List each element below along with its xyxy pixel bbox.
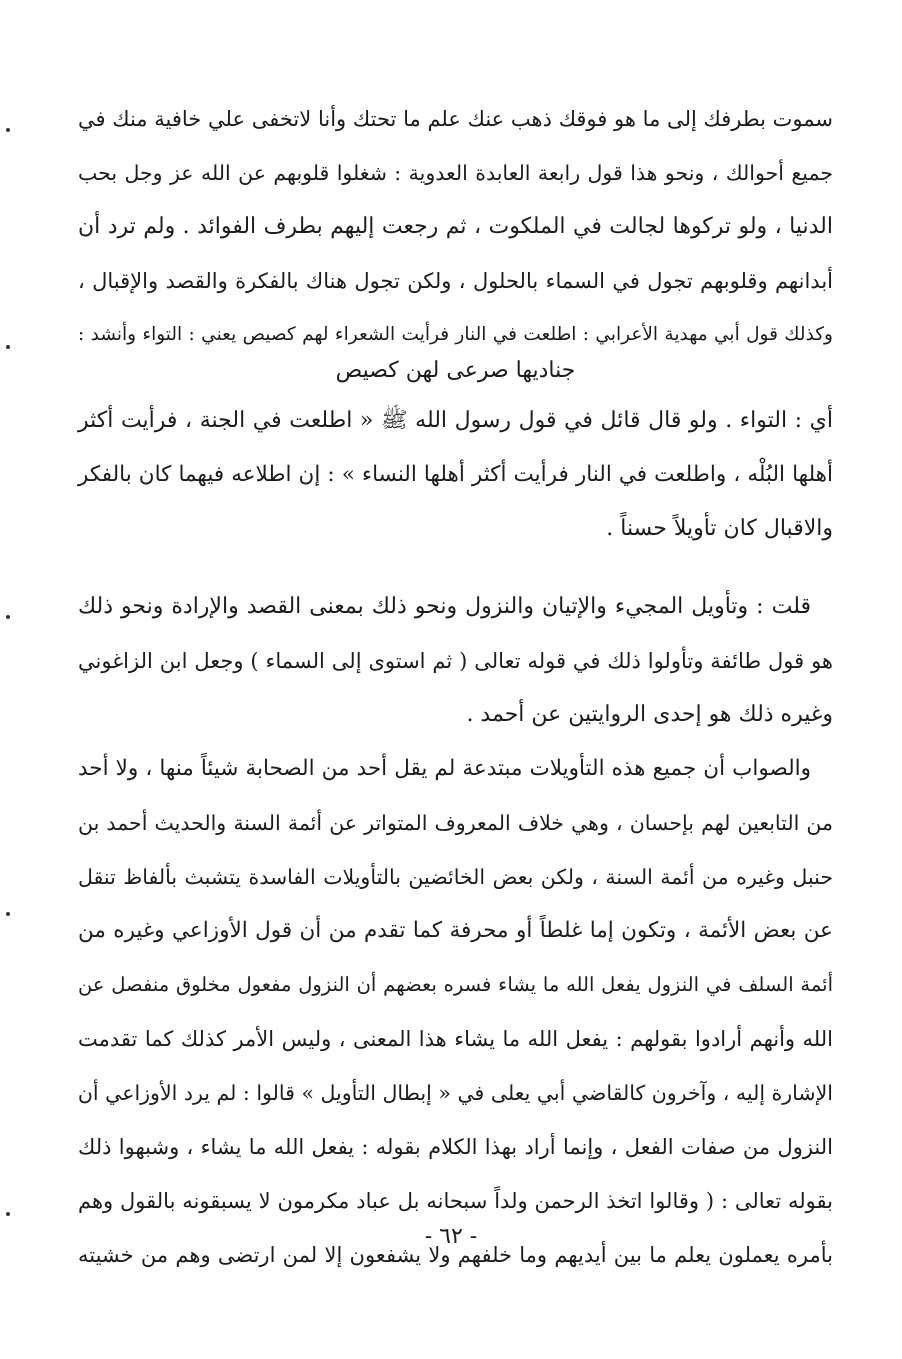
margin-mark [6, 912, 10, 916]
text-line: أي : التواء . ولو قال قائل في قول رسول الله ﷺ « اطلعت في الجنة ، فرأيت أكثر [78, 408, 833, 433]
text-line: هو قول طائفة وتأولوا ذلك في قوله تعالى ( ثم استوى إلى السماء ) وجعل ابن الزاغوني [78, 649, 833, 673]
paragraph-gap [78, 556, 833, 580]
text-line: أهلها البُلْه ، واطلعت في النار فرأيت أكثر أهلها النساء » : إن اطلاعه فيهما كان بالفكر [78, 462, 833, 487]
text-line: وغيره ذلك هو إحدى الروايتين عن أحمد . [466, 702, 833, 727]
verse-line: جناديها صرعى لهن كصيص [335, 358, 576, 383]
text-line: بقوله تعالى : ( وقالوا اتخذ الرحمن ولداً سبحانه بل عباد مكرمون لا يسبقونه بالقول وهم [78, 1189, 833, 1213]
paragraph-3 [78, 580, 833, 742]
text-line: والصواب أن جميع هذه التأويلات مبتدعة لم يقل أحد من الصحابة شيئاً منها ، ولا أحد [78, 756, 811, 781]
margin-mark [6, 128, 10, 132]
paragraph-4 [78, 742, 833, 1282]
page-number: - ٦٢ - [424, 1224, 478, 1249]
text-line: النزول من صفات الفعل ، وإنما أراد بهذا الكلام بقوله : يفعل الله ما يشاء ، وشبهوا ذلك [78, 1135, 833, 1159]
text-line: عن بعض الأئمة ، وتكون إما غلطاً أو محرفة كما تقدم من أن قول الأوزاعي وغيره من [78, 918, 833, 943]
paragraph-1 [78, 92, 833, 362]
text-line: بأمره يعملون يعلم ما بين أيديهم وما خلفهم ولا يشفعون إلا لمن ارتضى وهم من خشيته [78, 1243, 833, 1267]
text-line: الله وأنهم أرادوا بقولهم : يفعل الله ما يشاء هذا المعنى ، وليس الأمر كذلك كما تقدمت [78, 1027, 833, 1051]
text-line: والاقبال كان تأويلاً حسناً . [606, 516, 833, 541]
text-line: من التابعين لهم بإحسان ، وهي خلاف المعروف المتواتر عن أئمة السنة والحديث أحمد بن [78, 811, 833, 835]
page-body [78, 92, 833, 1282]
text-line: أبدانهم وقلوبهم تجول في السماء بالحلول ، ولكن تجول هناك بالفكرة والقصد والإقبال ، [78, 269, 833, 293]
text-line: الدنيا ، ولو تركوها لجالت في الملكوت ، ثم رجعت إليهم بطرف الفوائد . ولم ترد أن [78, 214, 833, 239]
paragraph-2 [78, 394, 833, 556]
margin-mark [6, 615, 10, 619]
text-line: سموت بطرفك إلى ما هو فوقك ذهب عنك علم ما تحتك وأنا لاتخفى علي خافية منك في [78, 107, 833, 131]
text-line: حنبل وغيره من أئمة السنة ، ولكن بعض الخائضين بالتأويلات الفاسدة يتشبث بألفاظ تنقل [78, 865, 833, 889]
text-line: وكذلك قول أبي مهدية الأعرابي : اطلعت في النار فرأيت الشعراء لهم كصيص يعني : التواء وأنشد : [78, 324, 833, 345]
text-line: قلت : وتأويل المجيء والإتيان والنزول ونحو ذلك بمعنى القصد والإرادة ونحو ذلك [78, 594, 811, 619]
text-line: الإشارة إليه ، وآخرون كالقاضي أبي يعلى في « إبطال التأويل » قالوا : لم يرد الأوزاعي أن [77, 1081, 833, 1105]
text-line: أئمة السلف في النزول يفعل الله ما يشاء فسره بعضهم أن النزول مفعول مخلوق منفصل عن [78, 973, 833, 996]
text-line: جميع أحوالك ، ونحو هذا قول رابعة العابدة العدوية : شغلوا قلوبهم عن الله عز وجل بحب [78, 161, 833, 185]
margin-mark [6, 345, 10, 349]
margin-mark [6, 1212, 10, 1216]
